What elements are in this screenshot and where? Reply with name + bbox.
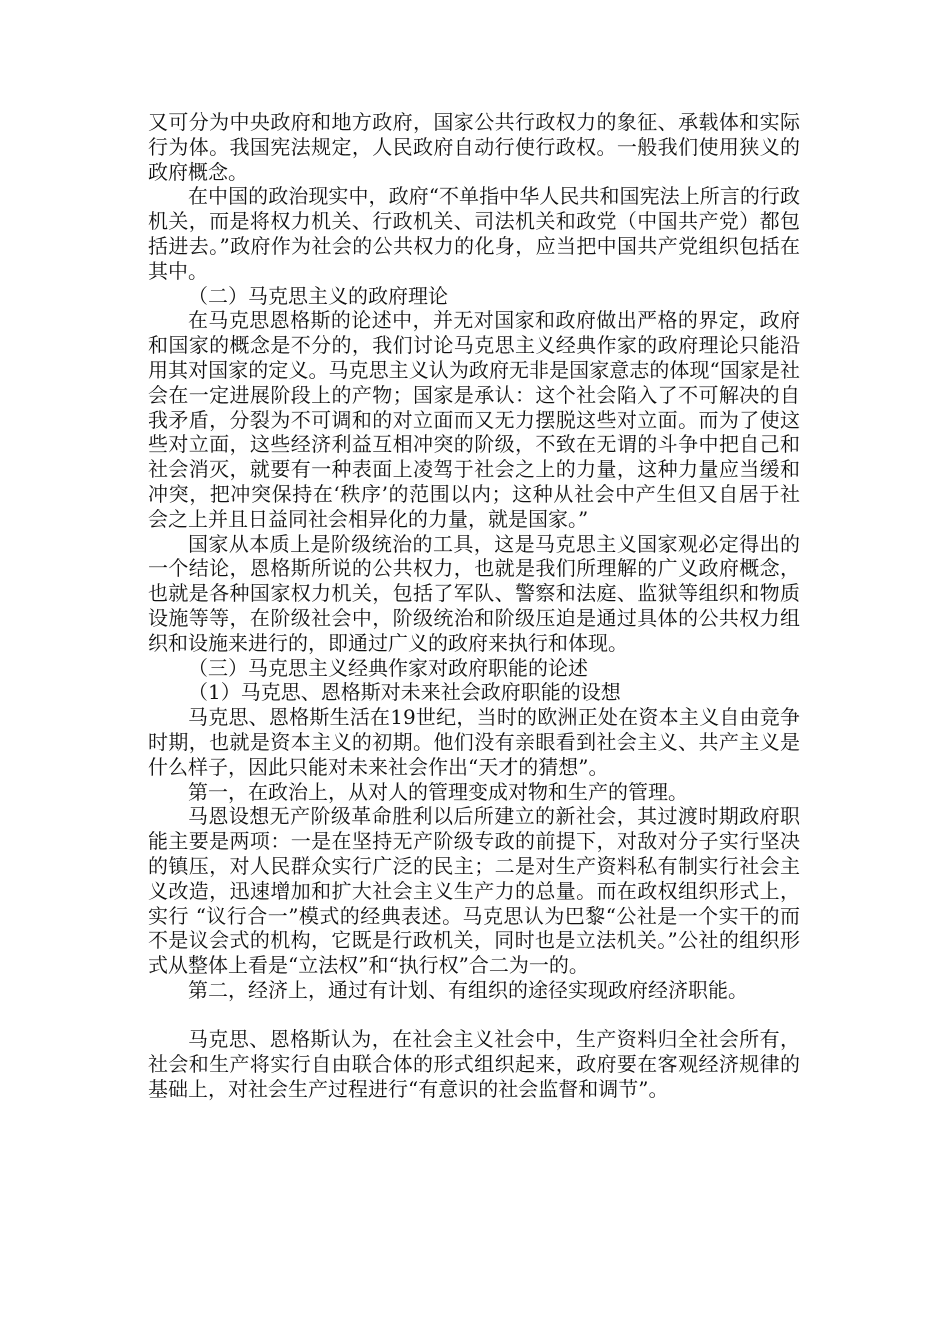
paragraph-social-supervision: 马克思、恩格斯认为，在社会主义社会中，生产资料归全社会所有，社会和生产将实行自由联合体的形式组织起来，政府要在客观经济规律的基础上，对社会生产过程进行“有意识的社会监督和调节”。 — [148, 1027, 800, 1102]
paragraph-19th-century: 马克思、恩格斯生活在19世纪，当时的欧洲正处在资本主义自由竞争时期，也就是资本主义的初期。他们没有亲眼看到社会主义、共产主义是什么样子，因此只能对未来社会作出“天才的猜想”。 — [148, 705, 800, 779]
subsection-heading-future-society: （1）马克思、恩格斯对未来社会政府职能的设想 — [188, 680, 621, 705]
paragraph-political-reality: 在中国的政治现实中，政府“不单指中华人民共和国宪法上所言的行政机关，而是将权力机关、行政机关、司法机关和政党（中国共产党）都包括进去。”政府作为社会的公共权力的化身，应当把中国共产党组织包括在其中。 — [148, 184, 800, 283]
paragraph-second-economic: 第二，经济上，通过有计划、有组织的途径实现政府经济职能。 — [188, 977, 748, 1002]
paragraph-continuation: 又可分为中央政府和地方政府，国家公共行政权力的象征、承载体和实际行为体。我国宪法规定，人民政府自动行使行政权。一般我们使用狭义的政府概念。 — [148, 110, 800, 184]
document-body — [148, 110, 800, 1102]
paragraph-first-political: 第一，在政治上，从对人的管理变成对物和生产的管理。 — [188, 779, 688, 804]
paragraph-class-rule-tool: 国家从本质上是阶级统治的工具，这是马克思主义国家观必定得出的一个结论，恩格斯所说的公共权力，也就是我们所理解的广义政府概念，也就是各种国家权力机关，包括了军队、警察和法庭、监狱等组织和物质设施等等，在阶级社会中，阶级统治和阶级压迫是通过具体的公共权力组织和设施来进行的，即通过广义的政府来执行和体现。 — [148, 531, 800, 655]
section-heading-marxist-government-theory: （二）马克思主义的政府理论 — [188, 283, 448, 308]
section-heading-government-functions: （三）马克思主义经典作家对政府职能的论述 — [188, 655, 588, 680]
paragraph-marx-engels-state-definition: 在马克思恩格斯的论述中，并无对国家和政府做出严格的界定，政府和国家的概念是不分的，我们讨论马克思主义经典作家的政府理论只能沿用其对国家的定义。马克思主义认为政府无非是国家意志的体现“国家是社会在一定进展阶段上的产物；国家是承认：这个社会陷入了不可解决的自我矛盾，分裂为不可调和的对立面而又无力摆脱这些对立面。而为了使这些对立面，这些经济利益互相冲突的阶级，不致在无谓的斗争中把自己和社会消灭，就要有一种表面上凌驾于社会之上的力量，这种力量应当缓和冲突，把冲突保持在‘秩序’的范围以内；这种从社会中产生但又自居于社会之上并且日益同社会相异化的力量，就是国家。” — [148, 308, 800, 531]
blank-line — [148, 1003, 800, 1028]
paragraph-transition-functions: 马恩设想无产阶级革命胜利以后所建立的新社会，其过渡时期政府职能主要是两项：一是在坚持无产阶级专政的前提下，对敌对分子实行坚决的镇压，对人民群众实行广泛的民主；二是对生产资料私有制实行社会主义改造，迅速增加和扩大社会主义生产力的总量。而在政权组织形式上，实行 “议行合一”模式的经典表述。马克思认为巴黎“公社是一个实干的而不是议会式的机构，它既是行政机关，同时也是立法机关。”公社的组织形式从整体上看是“立法权”和“执行权”合二为一的。 — [148, 804, 800, 978]
